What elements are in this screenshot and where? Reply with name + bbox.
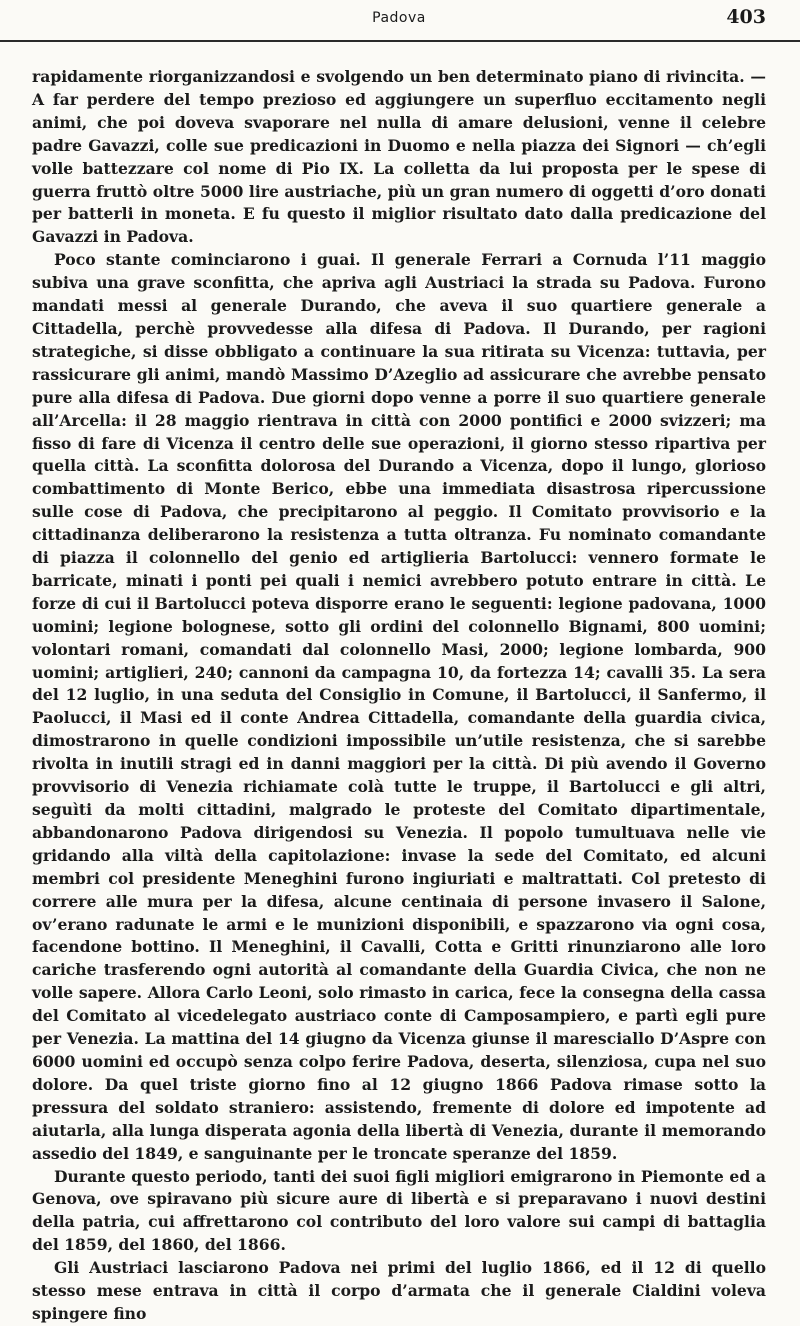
paragraph: rapidamente riorganizzandosi e svolgendo un ben determinato piano di rivincita. — A far perdere del tempo prezioso ed aggiungere un superfluo eccitamento negli animi, che poi doveva svaporare nel nulla di amare delusioni, venne il celebre padre Gavazzi, colle sue predicazioni in Duomo e nella piazza dei Signori — ch’egli volle battezzare col nome di Pio IX. La colletta da lui proposta per le spese di guerra fruttò oltre 5000 lire austriache, più un gran numero di oggetti d’oro donati per batterli in moneta. E fu questo il miglior risultato dato dalla predicazione del Gavazzi in Padova. xyxy=(32,67,766,247)
paragraph: Poco stante cominciarono i guai. Il generale Ferrari a Cornuda l’11 maggio subiva una grave sconfitta, che apriva agli Austriaci la strada su Padova. Furono mandati messi al generale Durando, che aveva il suo quartiere generale a Cittadella, perchè provvedesse alla difesa di Padova. Il Durando, per ragioni strategiche, si disse obbligato a continuare la sua ritirata su Vicenza: tuttavia, per rassicurare gli animi, mandò Massimo D’Azeglio ad assicurare che avrebbe pensato pure alla difesa di Padova. Due giorni dopo venne a porre il suo quartiere generale all’Arcella: il 28 maggio rientrava in città con 2000 pontifici e 2000 svizzeri; ma fisso di fare di Vicenza il centro delle sue operazioni, il giorno stesso ripartiva per quella città. La sconfitta dolorosa del Durando a Vicenza, dopo il lungo, glorioso combattimento di Monte Berico, ebbe una immediata disastrosa ripercussione sulle cose di Padova, che precipitarono al peggio. Il Comitato provvisorio e la cittadinanza deliberarono la resistenza a tutta oltranza. Fu nominato comandante di piazza il colonnello del genio ed artiglieria Bartolucci: vennero formate le barricate, minati i ponti pei quali i nemici avrebbero potuto entrare in città. Le forze di cui il Bartolucci poteva disporre erano le seguenti: legione padovana, 1000 uomini; legione bolognese, sotto gli ordini del colonnello Bignami, 800 uomini; volontari romani, comandati dal colonnello Masi, 2000; legione lombarda, 900 uomini; artiglieri, 240; cannoni da campagna 10, da fortezza 14; cavalli 35. La sera del 12 luglio, in una seduta del Consiglio in Comune, il Bartolucci, il Sanfermo, il Paolucci, il Masi ed il conte Andrea Cittadella, comandante della guardia civica, dimostrarono in quelle condizioni impossibile un’utile resistenza, che si sarebbe rivolta in inutili stragi ed in danni maggiori per la città. Di più avendo il Governo provvisorio di Venezia richiamate colà tutte le truppe, il Bartolucci e gli altri, seguìti da molti cittadini, malgrado le proteste del Comitato dipartimentale, abbandonarono Padova dirigendosi su Venezia. Il popolo tumultuava nelle vie gridando alla viltà della capitolazione: invase la sede del Comitato, ed alcuni membri col presidente Meneghini furono ingiuriati e maltrattati. Col pretesto di correre alle mura per la difesa, alcune centinaia di persone invasero il Salone, ov’erano radunate le armi e le munizioni disponibili, e spazzarono via ogni cosa, facendone bottino. Il Meneghini, il Cavalli, Cotta e Gritti rinunziarono alle loro cariche trasferendo ogni autorità al comandante della Guardia Civica, che non ne volle sapere. Allora Carlo Leoni, solo rimasto in carica, fece la consegna della cassa del Comitato al vicedelegato austriaco conte di Camposampiero, e partì egli pure per Venezia. La mattina del 14 giugno da Vicenza giunse il maresciallo D’Aspre con 6000 uomini ed occupò senza colpo ferire Padova, deserta, silenziosa, cupa nel suo dolore. Da quel triste giorno fino al 12 giugno 1866 Padova rimase sotto la pressura del soldato straniero: assistendo, fremente di dolore ed impotente ad aiutarla, alla lunga disperata agonia della libertà di Venezia, durante il memorando assedio del 1849, e sanguinante per le troncate speranze del 1859. xyxy=(32,250,766,1163)
page-number: 403 xyxy=(726,6,766,28)
paragraph: Gli Austriaci lasciarono Padova nei primi del luglio 1866, ed il 12 di quello stesso mese entrava in città il corpo d’armata che il generale Cialdini voleva spingere fino xyxy=(32,1258,766,1323)
page-header xyxy=(32,0,766,38)
paragraph: Durante questo periodo, tanti dei suoi figli migliori emigrarono in Piemonte ed a Genova, ove spiravano più sicure aure di libertà e si preparavano i nuovi destini della patria, cui affrettarono col contributo del loro valore sui campi di battaglia del 1859, del 1860, del 1866. xyxy=(32,1166,766,1255)
running-title: Padova xyxy=(372,10,426,26)
body-text xyxy=(32,66,766,1326)
header-rule xyxy=(0,40,800,42)
